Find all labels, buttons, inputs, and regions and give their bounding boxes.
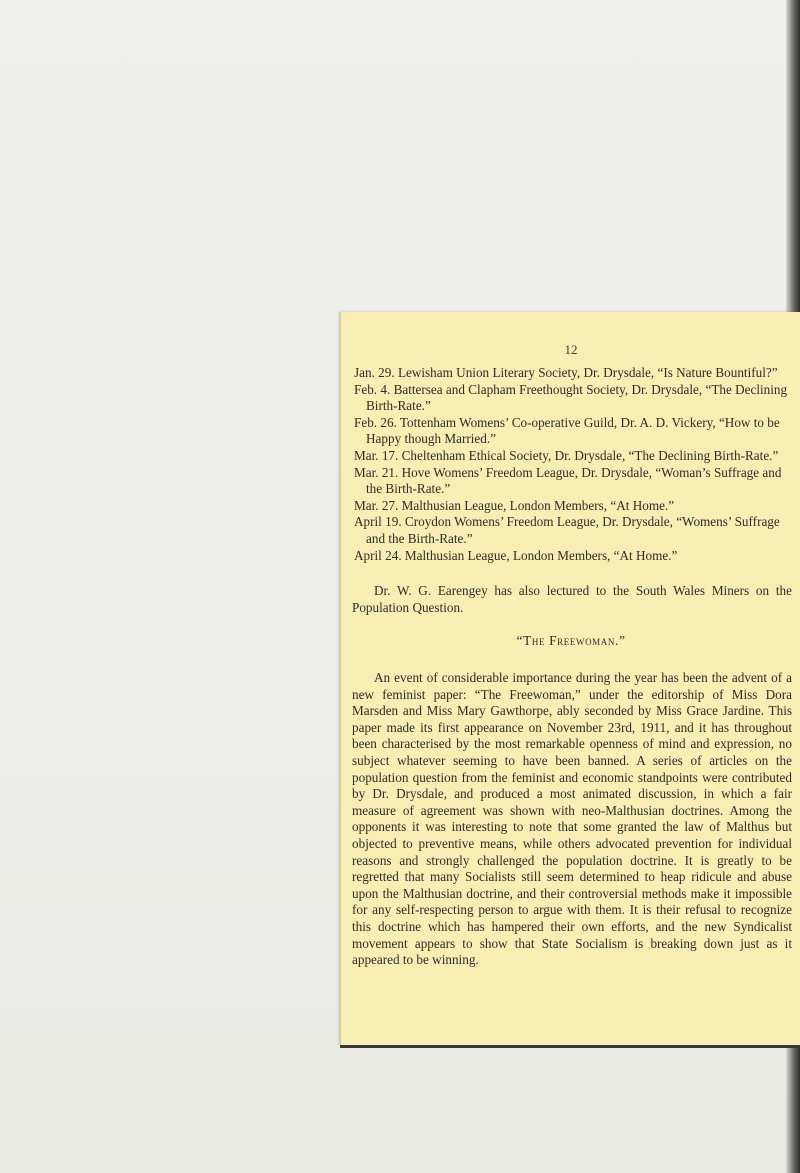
- lecture-entry: Feb. 4. Battersea and Clapham Freethought Society, Dr. Drysdale, “The Declining Birth-Rate.”: [354, 381, 788, 414]
- lecture-note: Dr. W. G. Earengey has also lectured to the South Wales Miners on the Population Question.: [352, 583, 792, 615]
- lecture-entry: Jan. 29. Lewisham Union Literary Society, Dr. Drysdale, “Is Nature Bountiful?”: [354, 365, 778, 380]
- page-number: 12: [564, 342, 578, 357]
- lecture-list: [354, 365, 794, 564]
- lecture-entry: Mar. 27. Malthusian League, London Members, “At Home.”: [354, 497, 675, 513]
- lecture-entry: April 24. Malthusian League, London Members, “At Home.”: [354, 547, 678, 563]
- lecture-entry: Feb. 26. Tottenham Womens’ Co-operative Guild, Dr. A. D. Vickery, “How to be Happy though Married.”: [354, 414, 780, 447]
- freewoman-paragraph: An event of considerable importance during the year has been the advent of a new feminist paper: “The Freewoman,” under the editorship of Miss Dora Marsden and Miss Mary Gawthorpe, ably seconded by Miss Grace Jardine. This paper made its first appearance on November 23rd, 1911, and it has throughout been characterised by the most remarkable openness of mind and expression, no subject whatever seeming to have been banned. A series of articles on the population question from the feminist and economic standpoints were contributed by Dr. Drysdale, and produced a most animated discussion, in which a fair measure of agreement was shown with neo-Malthusian doctrines. Among the opponents it was interesting to note that some granted the law of Malthus but objected to preventive means, while others advocated prevention for individual reasons and strongly challenged the population doctrine. It is greatly to be regretted that many Socialists still seem determined to heap ridicule and abuse upon the Malthusian doctrine, and their controversial methods make it impossible for any self-respecting person to argue with them. It is their refusal to recognize this doctrine which has hampered their own efforts, and the new Syndicalist movement appears to show that State Socialism is breaking down just as it appeared to be winning.: [352, 670, 792, 968]
- section-heading: “The Freewoman.”: [516, 633, 626, 648]
- lecture-entry: April 19. Croydon Womens’ Freedom League, Dr. Drysdale, “Womens’ Suffrage and the Birth-Rate.”: [354, 514, 780, 546]
- page-bottom-edge: [340, 1045, 800, 1048]
- lecture-entry: Mar. 17. Cheltenham Ethical Society, Dr. Drysdale, “The Declining Birth-Rate.”: [354, 447, 779, 463]
- document-page: [340, 312, 800, 1045]
- lecture-entry: Mar. 21. Hove Womens’ Freedom League, Dr. Drysdale, “Woman’s Suffrage and the Birth-Rate.”: [354, 464, 782, 497]
